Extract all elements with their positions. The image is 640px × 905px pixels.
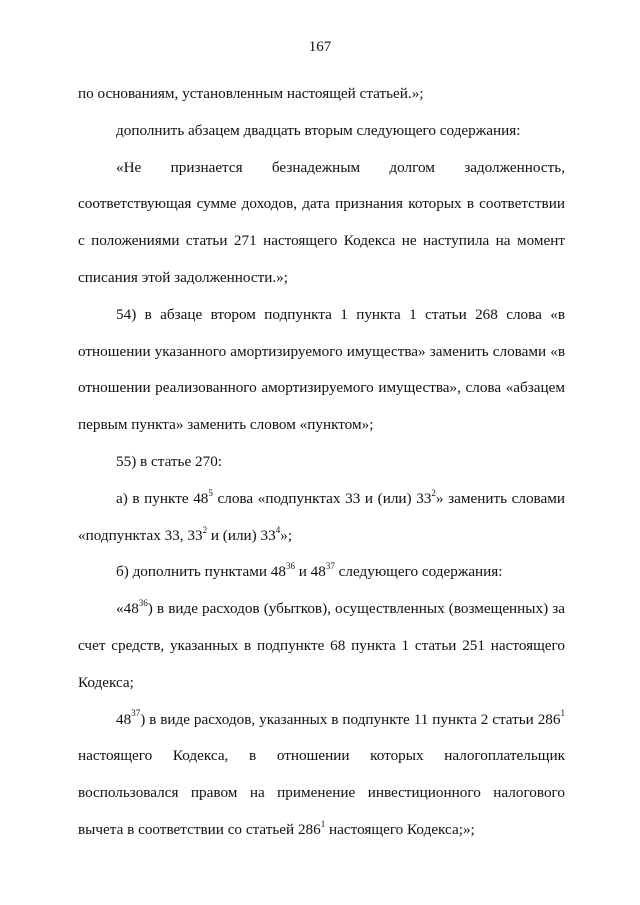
paragraph-7 xyxy=(78,554,565,591)
text-run: б) дополнить пунктами 48 xyxy=(116,563,286,581)
paragraph-2: дополнить абзацем двадцать вторым следующего содержания: xyxy=(116,121,521,139)
text-run: а) в пункте 48 xyxy=(116,489,209,507)
text-run: » заменить словами «подпунктах 33, 33 xyxy=(78,489,565,544)
superscript: 36 xyxy=(138,598,148,609)
superscript: 1 xyxy=(320,818,326,829)
text-run: »; xyxy=(280,526,293,544)
text-run: ) в виде расходов, указанных в подпункте 11 пункта 2 статьи 286 xyxy=(140,710,561,728)
superscript: 37 xyxy=(131,708,141,719)
paragraph-4: 54) в абзаце втором подпункта 1 пункта 1 статьи 268 слова «в отношении указанного амортизируемого имущества» заменить словами «в отношении реализованного амортизируемого имущества», слова «абзацем первым пункта» заменить словом «пунктом»; xyxy=(78,305,565,434)
text-run: следующего содержания: xyxy=(334,563,503,581)
superscript: 36 xyxy=(285,561,295,572)
paragraph-9 xyxy=(78,702,565,849)
text-run: и 48 xyxy=(294,563,326,581)
paragraph-1: по основаниям, установленным настоящей статьей.»; xyxy=(78,85,424,102)
superscript: 2 xyxy=(431,487,436,498)
text-run: и (или) 33 xyxy=(207,526,276,544)
text-run: настоящего Кодекса, в отношении которых налогоплательщик воспользовался правом на применение инвестиционного налогового вычета в соответствии со статьей 286 xyxy=(78,747,565,838)
paragraph-3: «Не признается безнадежным долгом задолженность, соответствующая сумме доходов, дата признания которых в соответствии с положениями статьи 271 настоящего Кодекса не наступила на момент списания этой задолженности.»; xyxy=(78,158,565,286)
superscript: 5 xyxy=(208,487,213,498)
superscript: 1 xyxy=(560,708,565,719)
paragraph-6 xyxy=(78,481,565,555)
superscript: 4 xyxy=(275,524,281,535)
text-run: слова «подпунктах 33 и (или) 33 xyxy=(212,489,432,507)
document-body xyxy=(78,76,565,849)
text-run: «48 xyxy=(116,600,139,618)
text-run: ) в виде расходов (убытков), осуществленных (возмещенных) за счет средств, указанных в подпункте 68 пункта 1 статьи 251 настоящего Кодекса; xyxy=(78,600,565,691)
paragraph-5: 55) в статье 270: xyxy=(116,452,223,470)
superscript: 2 xyxy=(202,524,208,535)
superscript: 37 xyxy=(325,561,335,572)
paragraph-8 xyxy=(78,591,565,701)
text-run: 48 xyxy=(116,710,132,728)
text-run: настоящего Кодекса;»; xyxy=(325,820,475,838)
page-number: 167 xyxy=(308,39,332,55)
